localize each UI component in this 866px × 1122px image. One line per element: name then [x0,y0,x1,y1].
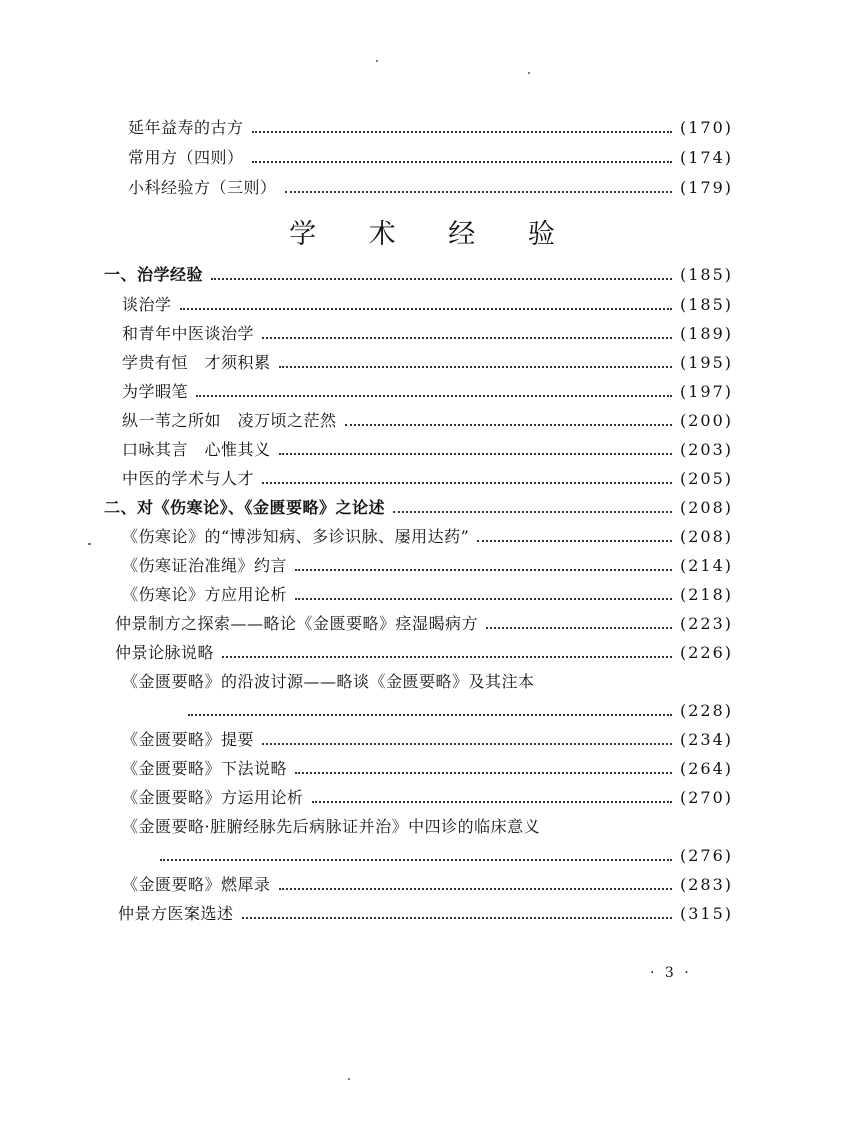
toc-entry[interactable] [128,113,733,139]
toc-entry[interactable] [122,406,733,432]
toc-entry-page: (315) [679,904,733,923]
toc-entry-page: (276) [679,846,733,865]
toc-entry[interactable] [122,435,733,461]
toc-entry-page: (203) [679,440,733,459]
dot-leader [312,801,672,803]
dot-leader [242,917,672,919]
dot-leader [222,656,672,658]
toc-entry-page: (170) [679,118,733,137]
dot-leader [188,714,672,716]
toc-entry-title: 仲景方医案选述 [118,904,234,923]
toc-entry-title: 《伤寒证治准绳》约言 [122,556,288,575]
toc-entry-title: 《金匮要略》的沿波讨源——略谈《金匮要略》及其注本 [122,672,535,691]
scan-speck [88,543,91,545]
dot-leader [252,161,672,163]
toc-entry-title: 和青年中医谈治学 [122,324,255,343]
toc-entry[interactable] [122,348,733,374]
toc-entry[interactable] [115,638,733,664]
toc-entry[interactable] [122,377,733,403]
toc-entry-multiline[interactable] [122,812,733,838]
toc-entry[interactable] [115,609,733,635]
toc-entry-page: (208) [679,527,733,546]
toc-entry[interactable] [122,725,733,751]
toc-entry-title: 仲景制方之探索——略论《金匮要略》痉湿暍病方 [115,614,479,633]
toc-entry-title: 《金匮要略·脏腑经脉先后病脉证并治》中四诊的临床意义 [122,817,541,836]
dot-leader [262,743,672,745]
toc-entry-page: (174) [679,148,733,167]
toc-entry[interactable] [128,173,733,199]
toc-entry-title: 为学暇笔 [122,382,189,401]
toc-entry[interactable] [122,783,733,809]
toc-entry-page: (197) [679,382,733,401]
toc-entry-title: 《金匮要略》提要 [122,730,255,749]
dot-leader [262,337,672,339]
dot-leader [262,482,672,484]
toc-entry-multiline[interactable] [122,667,733,693]
dot-leader [211,278,672,280]
toc-entry-page: (234) [679,730,733,749]
toc-entry-page: (226) [679,643,733,662]
toc-entry[interactable] [122,319,733,345]
page-number: · 3 · [650,965,692,981]
toc-entry-title: 常用方（四则） [128,148,244,167]
chapter-entry-2[interactable] [104,493,733,519]
dot-leader [295,569,672,571]
toc-entry-page: (283) [679,875,733,894]
toc-entry[interactable] [122,464,733,490]
toc-entry-page: (179) [679,178,733,197]
dot-leader [295,598,672,600]
toc-entry-title: 仲景论脉说略 [115,643,215,662]
scan-speck [528,72,530,74]
toc-entry-title: 中医的学术与人才 [122,469,255,488]
toc-entry-page: (189) [679,324,733,343]
toc-entry-continuation [188,696,733,722]
scan-speck [348,1078,350,1080]
chapter-title: 一、治学经验 [104,265,204,284]
toc-entry[interactable] [122,870,733,896]
toc-entry-title: 延年益寿的古方 [128,118,244,137]
dot-leader [252,131,672,133]
toc-entry[interactable] [118,899,733,925]
toc-entry-page: (218) [679,585,733,604]
toc-entry-title: 《金匮要略》燃犀录 [122,875,271,894]
dot-leader [477,540,672,542]
toc-entry-title: 《金匮要略》方运用论析 [122,788,304,807]
toc-entry-page: (214) [679,556,733,575]
dot-leader [279,366,672,368]
chapter-page: (185) [679,265,733,284]
toc-entry-page: (223) [679,614,733,633]
toc-entry-title: 纵一苇之所如 凌万顷之茫然 [122,411,337,430]
toc-entry-title: 小科经验方（三则） [128,178,277,197]
toc-entry-page: (200) [679,411,733,430]
toc-entry-title: 学贵有恒 才须积累 [122,353,271,372]
toc-entry-page: (205) [679,469,733,488]
section-heading: 学 术 经 验 [289,219,577,250]
dot-leader [279,453,672,455]
dot-leader [180,308,672,310]
toc-entry-title: 《金匮要略》下法说略 [122,759,288,778]
dot-leader [279,888,672,890]
toc-entry-continuation [160,841,733,867]
toc-entry-page: (195) [679,353,733,372]
dot-leader [393,511,672,513]
dot-leader [285,191,672,193]
toc-entry[interactable] [122,522,733,548]
toc-entry-page: (228) [679,701,733,720]
toc-entry-page: (185) [679,295,733,314]
toc-entry-title: 谈治学 [122,295,172,314]
toc-entry[interactable] [122,754,733,780]
toc-entry-title: 《伤寒论》方应用论析 [122,585,288,604]
toc-entry[interactable] [122,551,733,577]
chapter-entry-1[interactable] [104,260,733,286]
dot-leader [196,395,672,397]
toc-entry-page: (264) [679,759,733,778]
toc-entry-title: 《伤寒论》的“博涉知病、多诊识脉、屡用达药” [122,527,470,546]
dot-leader [295,772,672,774]
dot-leader [486,627,672,629]
chapter-page: (208) [679,498,733,517]
toc-entry-title: 口咏其言 心惟其义 [122,440,271,459]
scan-speck [376,60,378,62]
dot-leader [160,859,672,861]
toc-entry-page: (270) [679,788,733,807]
dot-leader [345,424,672,426]
toc-entry[interactable] [122,290,733,316]
toc-entry[interactable] [122,580,733,606]
chapter-title: 二、对《伤寒论》、《金匮要略》之论述 [104,498,386,517]
toc-entry[interactable] [128,143,733,169]
